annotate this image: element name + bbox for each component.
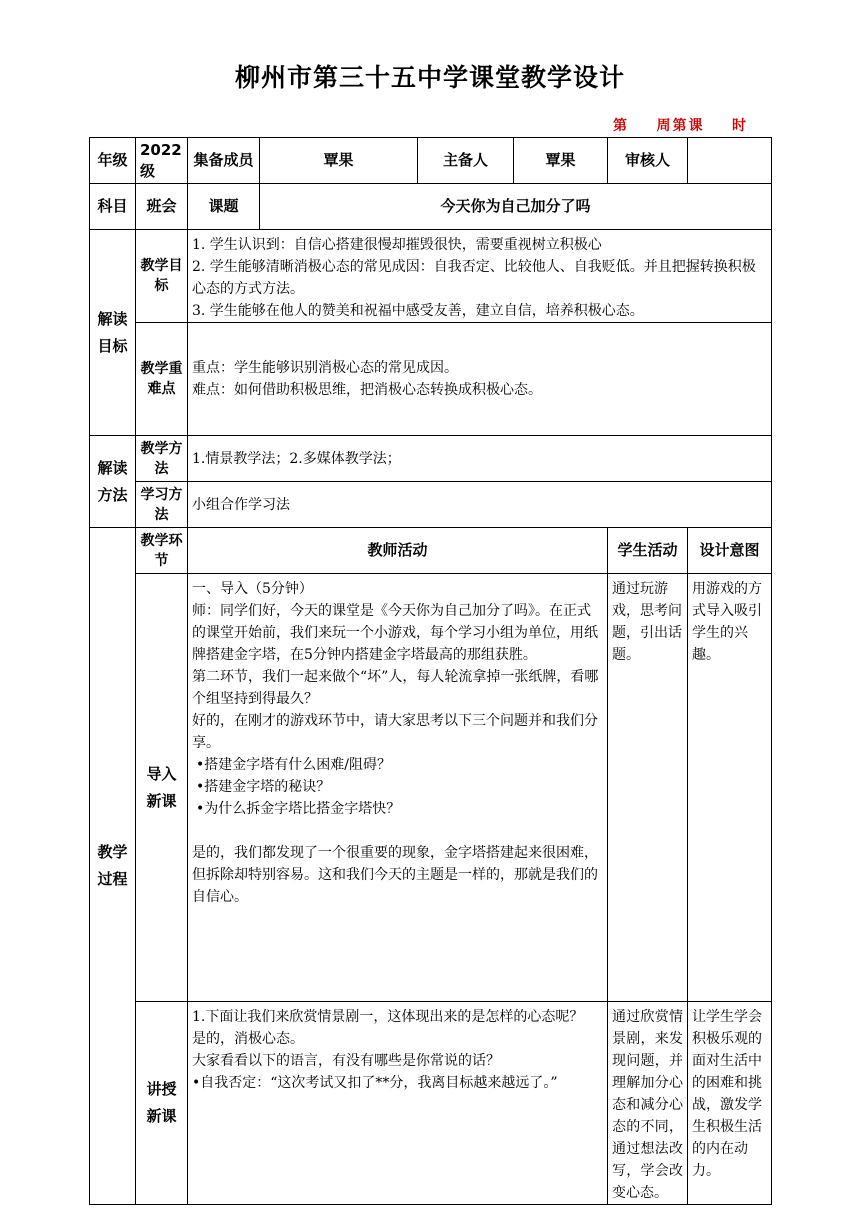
- teaching-method-label: 教学方法: [136, 436, 188, 482]
- col-student-header: 学生活动: [608, 528, 688, 574]
- lead-label: 主备人: [418, 138, 514, 184]
- members-label: 集备成员: [188, 138, 260, 184]
- keypoint-item: 难点：如何借助积极思维，把消极心态转换成积极心态。: [192, 382, 542, 398]
- subject-value: 班会: [136, 184, 188, 230]
- topic-value: 今天你为自己加分了吗: [260, 184, 772, 230]
- learning-method-value: 小组合作学习法: [188, 482, 772, 528]
- week-lesson-line: 第 周第课 时: [613, 118, 748, 134]
- student-activity-intro: 通过玩游戏，思考问题，引出话题。: [608, 574, 688, 1002]
- teacher-paragraph: 第二环节，我们一起来做个“坏”人，每人轮流拿掉一张纸牌，看哪个组坚持到得最久？: [192, 669, 599, 707]
- design-intent-intro: 用游戏的方式导入吸引学生的兴趣。: [688, 574, 772, 1002]
- learning-method-label: 学习方法: [136, 482, 188, 528]
- teacher-paragraph: 是的，我们都发现了一个很重要的现象，金字塔搭建起来很困难，但拆除却特别容易。这和我们今天的主题是一样的，那就是我们的自信心。: [192, 845, 598, 905]
- teacher-paragraph: 1.下面让我们来欣赏情景剧一，这体现出来的是怎样的心态呢？: [192, 1009, 584, 1025]
- grade-label: 年级: [90, 138, 136, 184]
- student-activity-teaching: 通过欣赏情景剧，来发现问题，并理解加分心态和减分心态的不同，通过想法改写，学会改变心态。: [608, 1002, 688, 1205]
- teacher-activity-teaching: [188, 1002, 608, 1205]
- teacher-paragraph: 是的，消极心态。: [192, 1031, 304, 1047]
- subject-label: 科目: [90, 184, 136, 230]
- col-intent-header: 设计意图: [688, 528, 772, 574]
- reviewer-label: 审核人: [608, 138, 688, 184]
- grade-value: 2022级: [136, 138, 188, 184]
- teacher-paragraph: •自我否定：“这次考试又扣了**分，我离目标越来越远了。”: [192, 1075, 558, 1091]
- teacher-paragraph: 一、导入（5分钟）: [192, 581, 313, 597]
- keypoints-cell: [188, 323, 772, 436]
- objective-item: 3. 学生能够在他人的赞美和祝福中感受友善，建立自信，培养积极心态。: [192, 303, 644, 319]
- goals-section-label: 解读目标: [90, 230, 136, 436]
- process-section-label: 教学过程: [90, 528, 136, 1205]
- lead-value: 覃果: [514, 138, 608, 184]
- question-bullet: •搭建金字塔的秘诀？: [196, 779, 331, 795]
- teacher-paragraph: 好的，在刚才的游戏环节中，请大家思考以下三个问题并和我们分享。: [192, 713, 598, 751]
- keypoints-label: 教学重难点: [136, 323, 188, 436]
- page-title: 柳州市第三十五中学课堂教学设计: [234, 63, 625, 92]
- teacher-paragraph: 师：同学们好，今天的课堂是《今天你为自己加分了吗》。在正式的课堂开始前，我们来玩一个小游戏，每个学习小组为单位，用纸牌搭建金字塔，在5分钟内搭建金字塔最高的那组获胜。: [192, 603, 598, 663]
- objectives-label: 教学目标: [136, 230, 188, 323]
- blank-line: [192, 820, 603, 842]
- col-teacher-header: 教师活动: [188, 528, 608, 574]
- methods-section-label: 解读方法: [90, 436, 136, 528]
- col-stage-header: 教学环节: [136, 528, 188, 574]
- question-bullet: •搭建金字塔有什么困难/阻碍？: [196, 757, 391, 773]
- objective-item: 2. 学生能够清晰消极心态的常见成因：自我否定、比较他人、自我贬低。并且把握转换积极心态的方式方法。: [192, 259, 756, 297]
- lesson-plan-table: [89, 137, 772, 1205]
- keypoint-item: 重点：学生能够识别消极心态的常见成因。: [192, 360, 458, 376]
- design-intent-teaching: 让学生学会积极乐观的面对生活中的困难和挑战，激发学生积极生活的内在动力。: [688, 1002, 772, 1205]
- teaching-method-value: 1.情景教学法；2.多媒体教学法；: [188, 436, 772, 482]
- stage-intro-label: 导入新课: [136, 574, 188, 1002]
- objectives-cell: [188, 230, 772, 323]
- topic-label: 课题: [188, 184, 260, 230]
- members-value: 覃果: [260, 138, 418, 184]
- teacher-activity-intro: [188, 574, 608, 1002]
- stage-teaching-label: 讲授新课: [136, 1002, 188, 1205]
- teacher-paragraph: 大家看看以下的语言，有没有哪些是你常说的话？: [192, 1053, 500, 1069]
- objective-item: 1. 学生认识到：自信心搭建很慢却摧毁很快，需要重视树立积极心: [192, 237, 602, 253]
- reviewer-value: [688, 138, 772, 184]
- question-bullet: •为什么拆金字塔比搭金字塔快？: [196, 801, 401, 817]
